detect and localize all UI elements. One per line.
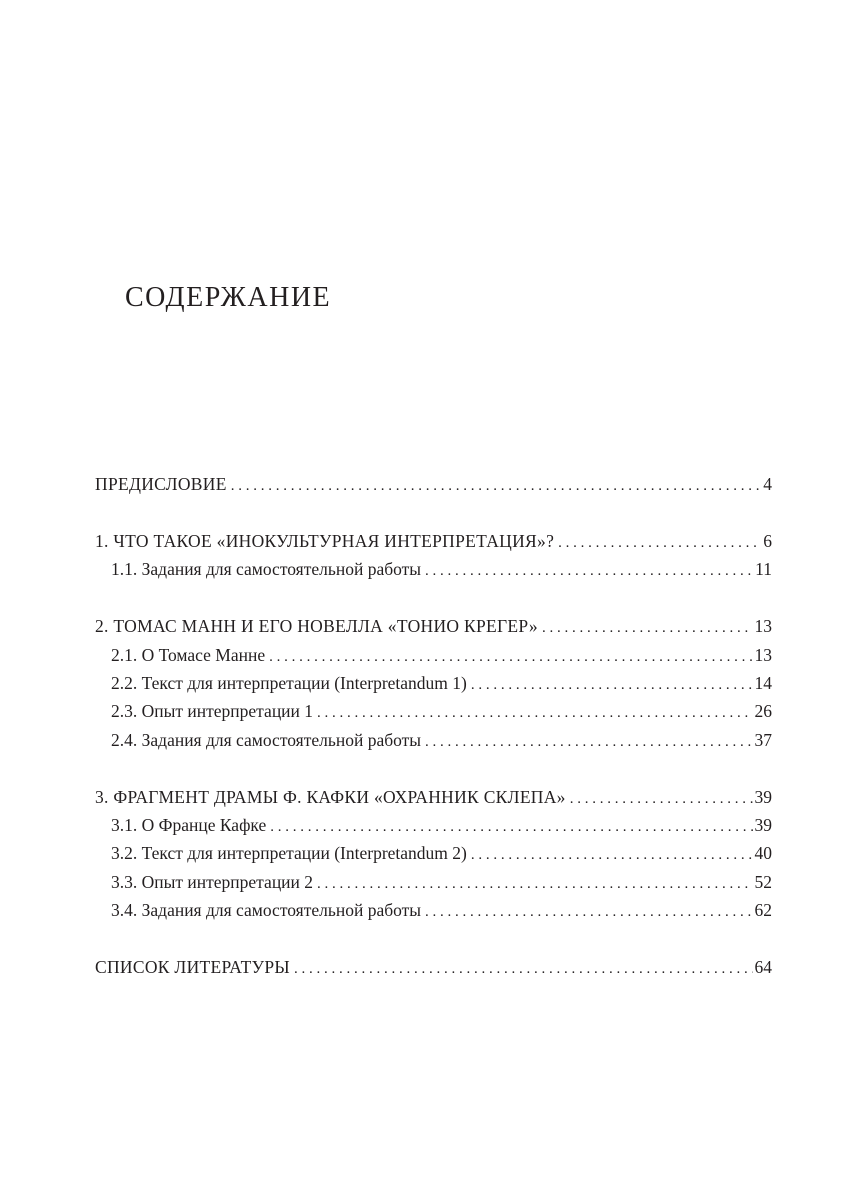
toc-entry-title: ПРЕДИСЛОВИЕ (95, 474, 227, 494)
toc-entry-chapter-2[interactable] (95, 612, 772, 640)
toc-leader-dots (425, 557, 753, 585)
toc-entry-title: 2.4. Задания для самостоятельной работы (111, 730, 422, 750)
toc-leader-dots (294, 955, 753, 983)
toc-entry-title: 2.2. Текст для интерпретации (Interpretandum 1) (111, 673, 467, 693)
toc-entry-page: 64 (754, 957, 772, 977)
toc-leader-dots (269, 643, 752, 671)
toc-entry-title: 3.3. Опыт интерпретации 2 (111, 872, 314, 892)
toc-entry-title: 3.4. Задания для самостоятельной работы (111, 900, 422, 920)
toc-entry-title: 2. ТОМАС МАНН И ЕГО НОВЕЛЛА «ТОНИО КРЕГЕР» (95, 616, 538, 636)
toc-entry-page: 13 (754, 616, 772, 636)
toc-entry-page: 40 (754, 843, 772, 863)
toc-leader-dots (317, 699, 752, 727)
toc-entry-page: 62 (754, 900, 772, 920)
toc-entry-section-2-2[interactable] (111, 669, 772, 697)
toc-entry-section-3-4[interactable] (111, 896, 772, 924)
toc-leader-dots (270, 813, 752, 841)
toc-entry-section-3-2[interactable] (111, 839, 772, 867)
toc-entry-page: 6 (763, 531, 772, 551)
toc-entry-section-2-4[interactable] (111, 726, 772, 754)
toc-entry-title: 2.1. О Томасе Манне (111, 645, 266, 665)
toc-entry-page: 13 (754, 645, 772, 665)
toc-leader-dots (425, 728, 752, 756)
toc-entry-section-2-1[interactable] (111, 641, 772, 669)
toc-leader-dots (425, 898, 752, 926)
toc-entry-title: 1. ЧТО ТАКОЕ «ИНОКУЛЬТУРНАЯ ИНТЕРПРЕТАЦИЯ»? (95, 531, 555, 551)
toc-entry-title: 3.2. Текст для интерпретации (Interpretandum 2) (111, 843, 467, 863)
toc-entry-section-2-3[interactable] (111, 697, 772, 725)
toc-entry-page: 39 (754, 815, 772, 835)
toc-leader-dots (558, 529, 761, 557)
toc-leader-dots (570, 785, 753, 813)
toc-entry-page: 11 (755, 559, 772, 579)
toc-entry-preface[interactable] (95, 470, 772, 498)
toc-entry-page: 26 (754, 701, 772, 721)
toc-entry-page: 14 (754, 673, 772, 693)
toc-entry-title: СПИСОК ЛИТЕРАТУРЫ (95, 957, 290, 977)
toc-leader-dots (317, 870, 752, 898)
toc-entry-section-1-1[interactable] (111, 555, 772, 583)
toc-leader-dots (471, 671, 753, 699)
toc-entry-bibliography[interactable] (95, 953, 772, 981)
toc-entry-page: 39 (754, 787, 772, 807)
toc-entry-page: 4 (763, 474, 772, 494)
page-title: СОДЕРЖАНИЕ (125, 282, 332, 313)
toc-entry-section-3-3[interactable] (111, 868, 772, 896)
toc-entry-title: 3.1. О Франце Кафке (111, 815, 267, 835)
toc-entry-page: 52 (754, 872, 772, 892)
toc-leader-dots (542, 614, 753, 642)
toc-leader-dots (471, 841, 753, 869)
toc-leader-dots (231, 472, 762, 500)
toc-entry-chapter-1[interactable] (95, 527, 772, 555)
toc-entry-title: 1.1. Задания для самостоятельной работы (111, 559, 422, 579)
toc-entry-chapter-3[interactable] (95, 783, 772, 811)
toc-entry-title: 3. ФРАГМЕНТ ДРАМЫ Ф. КАФКИ «ОХРАННИК СКЛЕПА» (95, 787, 566, 807)
toc-entry-title: 2.3. Опыт интерпретации 1 (111, 701, 314, 721)
toc-entry-section-3-1[interactable] (111, 811, 772, 839)
toc-entry-page: 37 (754, 730, 772, 750)
